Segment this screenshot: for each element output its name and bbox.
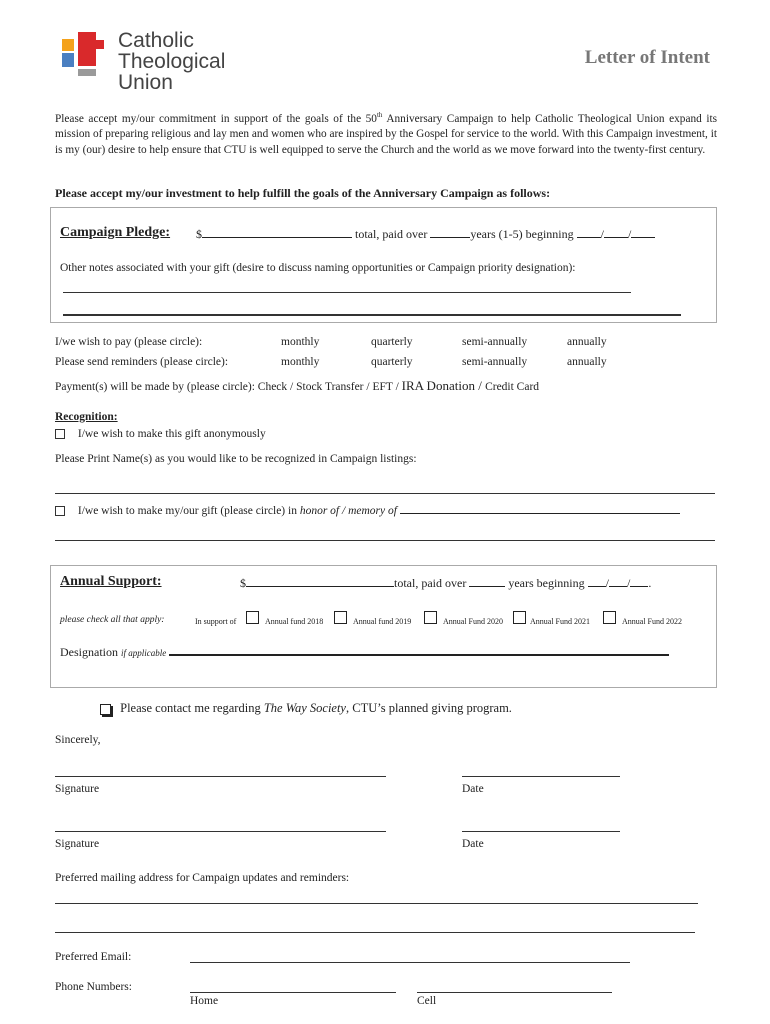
pledge-years-text: years (1-5) beginning: [470, 227, 574, 241]
slash: /: [600, 227, 604, 241]
sincerely-label: Sincerely,: [55, 734, 101, 746]
email-label: Preferred Email:: [55, 951, 132, 963]
anonymous-checkbox[interactable]: [55, 429, 65, 439]
signature-label-2: Signature: [55, 838, 100, 850]
way-society-option: [100, 701, 512, 716]
fund-2021-label: Annual Fund 2021: [530, 617, 590, 626]
logo-line-2: Theological: [118, 50, 226, 73]
pledge-notes-line-2[interactable]: [63, 314, 681, 316]
pay-option-semi-annually[interactable]: semi-annually: [462, 336, 528, 348]
pledge-total-text: total, paid over: [355, 227, 428, 241]
designation-line: [60, 645, 669, 660]
pledge-day-field[interactable]: [604, 237, 628, 238]
payment-method-options-a[interactable]: Check / Stock Transfer / EFT /: [257, 381, 402, 393]
annual-dollar: $: [240, 576, 246, 590]
payment-method-line: [55, 378, 539, 394]
ctu-logo-mark-icon: [62, 32, 118, 82]
pay-option-monthly[interactable]: monthly: [281, 336, 320, 348]
way-society-checkbox[interactable]: [100, 704, 111, 715]
phone-label: Phone Numbers:: [55, 981, 132, 993]
logo-line-1: Catholic: [118, 29, 194, 52]
campaign-pledge-heading: Campaign Pledge:: [60, 225, 171, 240]
annual-amount-line: $ total, paid over years beginning / / .: [240, 576, 652, 590]
remind-option-annually[interactable]: annually: [567, 356, 607, 368]
fund-2021-checkbox[interactable]: [513, 611, 526, 624]
way-society-text-c: , CTU’s planned giving program.: [345, 701, 512, 715]
fund-2022-label: Annual Fund 2022: [622, 617, 682, 626]
payment-method-ira[interactable]: IRA Donation /: [401, 378, 486, 393]
designation-field[interactable]: [169, 654, 669, 656]
fund-2019-option: [334, 608, 347, 626]
intro-sup: th: [376, 111, 383, 119]
names-line[interactable]: [55, 493, 715, 494]
pay-option-quarterly[interactable]: quarterly: [371, 336, 413, 348]
signature-label-1: Signature: [55, 783, 100, 795]
intro-text-a: Please accept my/our commitment in support of the goals of the 50: [55, 112, 377, 125]
honor-label: I/we wish to make my/our gift (please circle) in: [77, 505, 300, 517]
check-all-label: please check all that apply:: [60, 615, 165, 625]
slash: /: [626, 576, 631, 590]
date-label-1: Date: [462, 783, 484, 795]
fund-2018-option: [246, 608, 259, 626]
designation-label: Designation: [60, 645, 118, 659]
fund-2019-label: Annual fund 2019: [353, 617, 412, 626]
fund-2022-checkbox[interactable]: [603, 611, 616, 624]
pay-label: I/we wish to pay (please circle):: [55, 336, 203, 348]
anonymous-label: I/we wish to make this gift anonymously: [77, 428, 266, 440]
if-applicable-label: if applicable: [121, 648, 167, 658]
honor-memory-choice[interactable]: honor of / memory of: [299, 505, 397, 517]
honor-checkbox[interactable]: [55, 506, 65, 516]
pledge-month-field[interactable]: [577, 237, 601, 238]
investment-line: Please accept my/our investment to help fulfill the goals of the Anniversary Campaign as follows:: [55, 186, 551, 200]
honor-memory-option: [55, 505, 680, 517]
annual-amount-field[interactable]: [246, 586, 394, 587]
print-names-label: Please Print Name(s) as you would like to be recognized in Campaign listings:: [55, 453, 417, 465]
pledge-years-field[interactable]: [430, 237, 470, 238]
annual-years-field[interactable]: [469, 586, 505, 587]
remind-option-monthly[interactable]: monthly: [281, 356, 320, 368]
pledge-dollar: $: [196, 227, 202, 241]
way-society-text-a: Please contact me regarding: [120, 701, 264, 715]
date-line-2[interactable]: [462, 831, 620, 832]
pledge-year-field[interactable]: [631, 237, 655, 238]
mailing-line-1[interactable]: [55, 903, 698, 904]
logo-line-3: Union: [118, 71, 173, 94]
email-field[interactable]: [190, 962, 630, 963]
anonymous-option: [55, 428, 266, 440]
cell-label: Cell: [417, 995, 437, 1007]
signature-line-1[interactable]: [55, 776, 386, 777]
annual-month-field[interactable]: [588, 586, 606, 587]
remind-option-semi-annually[interactable]: semi-annually: [462, 356, 528, 368]
home-phone-field[interactable]: [190, 992, 396, 993]
payment-method-credit[interactable]: Credit Card: [485, 381, 540, 393]
way-society-name: The Way Society: [263, 701, 346, 715]
fund-2020-checkbox[interactable]: [424, 611, 437, 624]
signature-line-2[interactable]: [55, 831, 386, 832]
page-title: Letter of Intent: [584, 47, 710, 68]
logo-wordmark: [118, 30, 225, 93]
fund-2019-checkbox[interactable]: [334, 611, 347, 624]
recognition-heading: Recognition:: [55, 411, 118, 423]
pay-option-annually[interactable]: annually: [567, 336, 607, 348]
annual-year-field[interactable]: [630, 586, 648, 587]
pledge-notes-label: Other notes associated with your gift (desire to discuss naming opportunities or Campaign priority designation):: [60, 262, 576, 274]
support-label: In support of: [195, 617, 237, 626]
fund-2018-checkbox[interactable]: [246, 611, 259, 624]
annual-total-text: total, paid over: [394, 576, 467, 590]
payment-method-label: Payment(s) will be made by (please circle):: [55, 381, 255, 393]
fund-2021-option: [513, 608, 526, 626]
date-label-2: Date: [462, 838, 484, 850]
annual-support-heading: Annual Support:: [60, 574, 162, 589]
slash: /: [627, 227, 632, 241]
home-label: Home: [190, 995, 219, 1007]
annual-day-field[interactable]: [609, 586, 627, 587]
pledge-amount-field[interactable]: [202, 237, 352, 238]
pledge-notes-line-1[interactable]: [63, 292, 631, 293]
annual-years-text: years beginning: [508, 576, 585, 590]
mailing-address-label: Preferred mailing address for Campaign updates and reminders:: [55, 872, 350, 884]
fund-2020-option: [424, 608, 437, 626]
pledge-amount-line: [196, 227, 655, 242]
fund-2020-label: Annual Fund 2020: [443, 617, 503, 626]
intro-paragraph: [55, 108, 717, 158]
honor-name-field[interactable]: [400, 513, 680, 514]
remind-label: Please send reminders (please circle):: [55, 356, 229, 368]
fund-2018-label: Annual fund 2018: [265, 617, 324, 626]
cell-phone-field[interactable]: [417, 992, 612, 993]
fund-2022-option: [603, 608, 616, 626]
remind-option-quarterly[interactable]: quarterly: [371, 356, 413, 368]
date-line-1[interactable]: [462, 776, 620, 777]
intro-text-b: Anniversary Campaign to help Catholic Theological Union expand its mission of preparing religious and lay men and women who are inspired by the Gospel for service to the world. With this Campaign investment, it is my (our) desire to help ensure that CTU is well equipped to serve the Church and the world as we move forward into the twenty-first century.: [55, 112, 718, 156]
slash: /: [605, 576, 609, 590]
mailing-line-2[interactable]: [55, 932, 695, 933]
honor-extra-line[interactable]: [55, 540, 715, 541]
